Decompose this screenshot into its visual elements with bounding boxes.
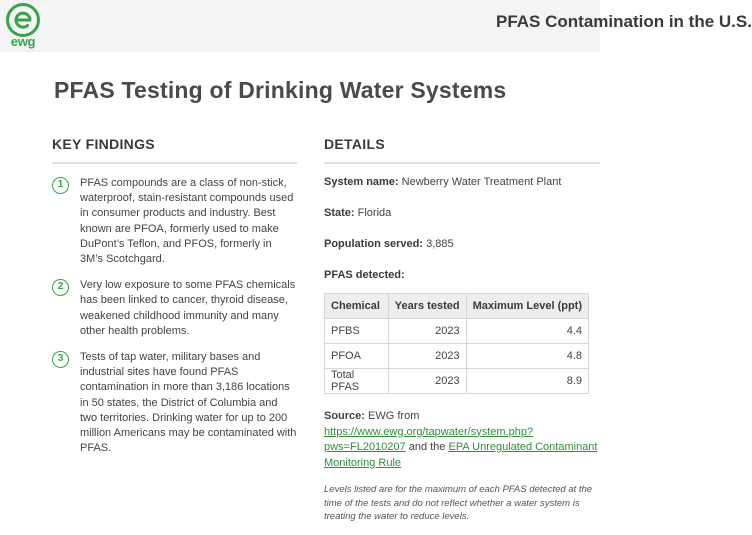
finding-text: Tests of tap water, military bases and industrial sites have found PFAS contamination in more than 3,186 locations in 50 states, the District of Columbia and two territories. Drinking water for up to 200 million Americans may be contaminated with PFAS. — [80, 351, 297, 455]
population-label: Population served: — [324, 238, 424, 250]
finding-item — [52, 176, 297, 267]
source-link-epa[interactable]: EPA Unregulated Contaminant Monitoring Rule — [324, 441, 598, 469]
chemical-cell: PFBS — [325, 319, 389, 344]
chemical-cell: PFOA — [325, 344, 389, 369]
column-header: Years tested — [388, 294, 466, 319]
finding-number-icon: 3 — [52, 351, 69, 368]
state-value: Florida — [357, 207, 392, 219]
source-link-ewg[interactable]: https://www.ewg.org/tapwater/system.php?pws=FL2010207 — [324, 425, 534, 453]
years-tested-cell: 2023 — [388, 319, 466, 344]
table-header-row — [325, 294, 589, 319]
finding-item — [52, 350, 297, 456]
details-heading: DETAILS — [324, 136, 600, 164]
max-level-cell: 4.4 — [466, 319, 588, 344]
logo-e-icon — [6, 3, 40, 37]
finding-item — [52, 278, 297, 339]
table-row — [325, 369, 589, 394]
key-findings-section — [52, 136, 297, 467]
source-text: and the — [408, 441, 446, 453]
page-title: PFAS Testing of Drinking Water Systems — [54, 77, 507, 103]
finding-number-icon: 2 — [52, 279, 69, 296]
top-bar — [0, 0, 752, 52]
max-level-cell: 8.9 — [466, 369, 588, 394]
years-tested-cell: 2023 — [388, 369, 466, 394]
pfas-detected-label: PFAS detected: — [324, 269, 405, 281]
max-level-cell: 4.8 — [466, 344, 588, 369]
state-label: State: — [324, 207, 355, 219]
source-citation — [324, 409, 600, 471]
system-name-row — [324, 176, 600, 188]
state-row — [324, 207, 600, 219]
column-header: Maximum Level (ppt) — [466, 294, 588, 319]
system-name-value: Newberry Water Treatment Plant — [401, 176, 562, 188]
finding-text: Very low exposure to some PFAS chemicals has been linked to cancer, thyroid disease, weakened childhood immunity and many other health problems. — [80, 279, 296, 337]
years-tested-cell: 2023 — [388, 344, 466, 369]
finding-text: PFAS compounds are a class of non-stick, waterproof, stain-resistant compounds used in consumer products and industry. Best known are PFOA, formerly used to make DuPont’s Teflon, and PFOS, formerly in 3M’s Scotchgard. — [80, 177, 294, 266]
table-row — [325, 319, 589, 344]
population-value: 3,885 — [426, 238, 454, 250]
levels-note: Levels listed are for the maximum of each PFAS detected at the time of the tests and do not reflect whether a water system is treating the water to reduce levels. — [324, 484, 593, 522]
population-row — [324, 238, 600, 250]
source-text: EWG from — [368, 410, 420, 422]
pfas-table — [324, 293, 589, 394]
ewg-logo[interactable] — [6, 3, 40, 49]
source-label: Source: — [324, 410, 365, 422]
site-title[interactable]: PFAS Contamination in the U.S. — [496, 12, 752, 31]
finding-number-icon: 1 — [52, 177, 69, 194]
key-findings-heading: KEY FINDINGS — [52, 136, 297, 164]
details-section — [324, 136, 600, 524]
system-name-label: System name: — [324, 176, 399, 188]
column-header: Chemical — [325, 294, 389, 319]
chemical-cell: Total PFAS — [325, 369, 389, 394]
table-row — [325, 344, 589, 369]
logo-text: ewg — [10, 34, 36, 49]
